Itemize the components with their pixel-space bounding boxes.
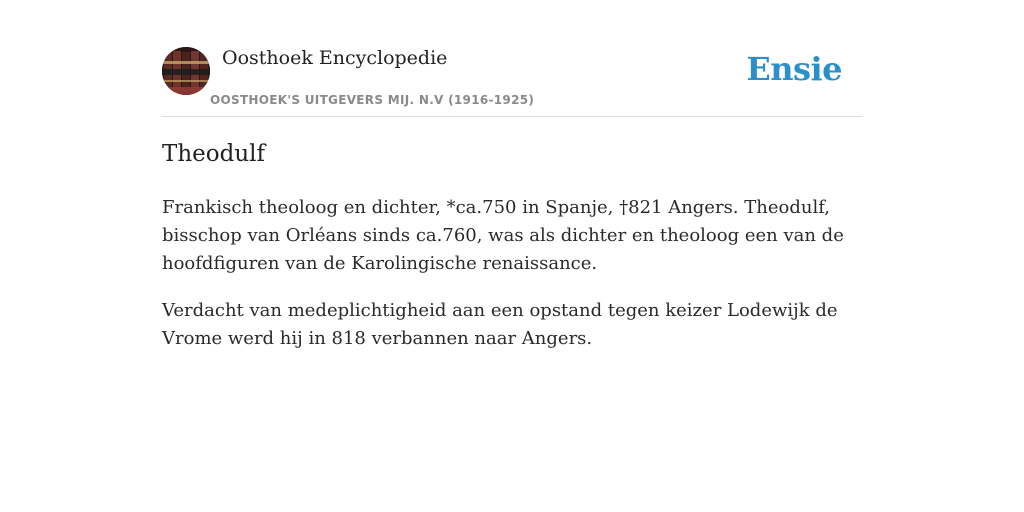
article-paragraph-1: Frankisch theoloog en dichter, *ca.750 in Spanje, †821 Angers. Theodulf, bisschop van Orléans sinds ca.760, was als dichter en theoloog een van de hoofdfiguren van de Karolingische renaissance. <box>162 197 844 274</box>
book-spines-icon <box>162 47 210 95</box>
source-header <box>162 46 862 117</box>
source-avatar[interactable] <box>162 47 210 95</box>
ensie-logo-link[interactable]: Ensie <box>746 50 842 88</box>
source-title[interactable]: Oosthoek Encyclopedie <box>222 47 448 69</box>
article-title: Theodulf <box>162 141 266 167</box>
article <box>162 138 862 372</box>
source-subtitle: OOSTHOEK'S UITGEVERS MIJ. N.V (1916-1925) <box>210 93 535 107</box>
article-paragraph-2: Verdacht van medeplichtigheid aan een opstand tegen keizer Lodewijk de Vrome werd hij in 818 verbannen naar Angers. <box>162 300 838 349</box>
